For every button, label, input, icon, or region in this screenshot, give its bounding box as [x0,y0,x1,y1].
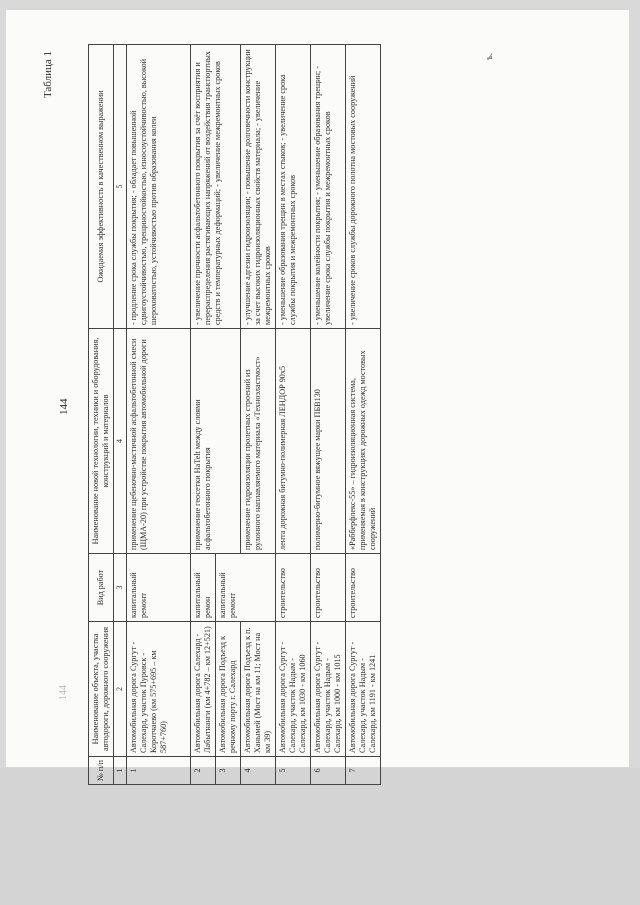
row-object: Автомобильная дорога Салехард - Лабытнанги (км 4+782 – км 12+521) [190,622,215,757]
col-header-num: № п/п [89,757,114,785]
row-number: 7 [345,757,380,785]
works-table [88,44,381,785]
row-effect: - уменьшение колейности покрытия; - уменьшение образования трещин; - увеличение срока службы покрытия и межремонтных сроков [310,45,345,329]
rotated-page-content [40,45,560,785]
row-technology: применение геосетки HaTelt между слоями асфальтобетонного покрытия [190,329,240,554]
row-work: капитальный ремонт [126,554,190,622]
row-technology: полимерно-битумное вяжущее марки ПБВ130 [310,329,345,554]
ghost-page-number: 144 [58,685,69,700]
col-header-object: Наименование объекта, участка автодороги, дорожного сооружения [89,622,114,757]
col-number: 2 [114,622,127,757]
row-technology: лента дорожная битумно-полимерная ЛЕНДОР 90х5 [275,329,310,554]
row-effect: - продление срока службы покрытия; - обладает повышенной сдвигоустойчивостью, трещиностойкостью, износоустойчивостью, высокой шероховатостью, устойчивостью против образования колеи [126,45,190,329]
col-header-technology: Наименование новой технологии, техники и оборудования, конструкций и материалов [89,329,114,554]
row-object: Автомобильная дорога Подъезд к речному порту г. Салехард [215,622,240,757]
col-number: 4 [114,329,127,554]
row-number: 5 [275,757,310,785]
row-effect: - улучшение адгезии гидроизоляции; - повышение долговечности конструкции за счет высоких гидроизоляционных свойств материала; - увеличение межремонтных сроков [240,45,275,329]
row-work: строительство [275,554,310,622]
row-object: Автомобильная дорога Подъезд к п. Ханымей (Мост на км 11; Мост на км 39) [240,622,275,757]
table-row [310,45,345,785]
row-effect: - увеличение сроков службы дорожного полотна мостовых сооружений [345,45,380,329]
row-number: 6 [310,757,345,785]
column-number-row [114,45,127,785]
row-object: Автомобильная дорога Сургут - Салехард, участок Надым - Салехард, км 1000 - км 1015 [310,622,345,757]
footer-mark: ъ. [484,53,494,60]
row-technology: применение щебеночно-мастичной асфальтобетонной смеси (ЩМА-20) при устройстве покрытия автомобильной дороги [126,329,190,554]
table-header-row [89,45,114,785]
page-number: 144 [58,398,70,415]
table-row [190,45,215,785]
col-header-work: Вид работ [89,554,114,622]
row-work: капитальный ремон [190,554,215,622]
table-row [345,45,380,785]
table-row [126,45,190,785]
row-object: Автомобильная дорога Сургут - Салехард, участок Надым - Салехард, км 1030 - км 1060 [275,622,310,757]
row-effect: - увеличение прочности асфальтобетонного покрытия за счёт восприятия и перераспределения растягивающих напряжений от воздействия транспортных средств и температурных деформаций; - увеличение межремонтных сроков [190,45,240,329]
table-row [275,45,310,785]
row-technology: «Рабберфлекс-55» – гидроизоляционная система, применяемая в конструкциях дорожных одежд мостовых сооружений [345,329,380,554]
row-number: 2 [190,757,215,785]
row-object: Автомобильная дорога Сургут - Салехард, участок Пуровск - Коротчаево (км 575+695 – км 587+760) [126,622,190,757]
row-number: 1 [126,757,190,785]
row-number: 4 [240,757,275,785]
row-number: 3 [215,757,240,785]
row-work: строительство [310,554,345,622]
col-number: 1 [114,757,127,785]
col-number: 5 [114,45,127,329]
row-technology: применение гидроизоляции пролетных строений из рулонного наплавляемого материала «Техноэластмост» [240,329,275,554]
row-work: капитальный ремонт [215,554,275,622]
scanner-background [0,768,640,905]
table-caption: Таблица 1 [42,51,54,99]
table-row [240,45,275,785]
col-header-effect: Ожидаемая эффективность в качественном выражении [89,45,114,329]
row-object: Автомобильная дорога Сургут - Салехард, участок Надым - Салехард, км 1191 - км 1241 [345,622,380,757]
row-work: строительство [345,554,380,622]
row-effect: - уменьшение образования трещин в местах стыков; - увеличение срока службы покрытия и межремонтных сроков [275,45,310,329]
col-number: 3 [114,554,127,622]
